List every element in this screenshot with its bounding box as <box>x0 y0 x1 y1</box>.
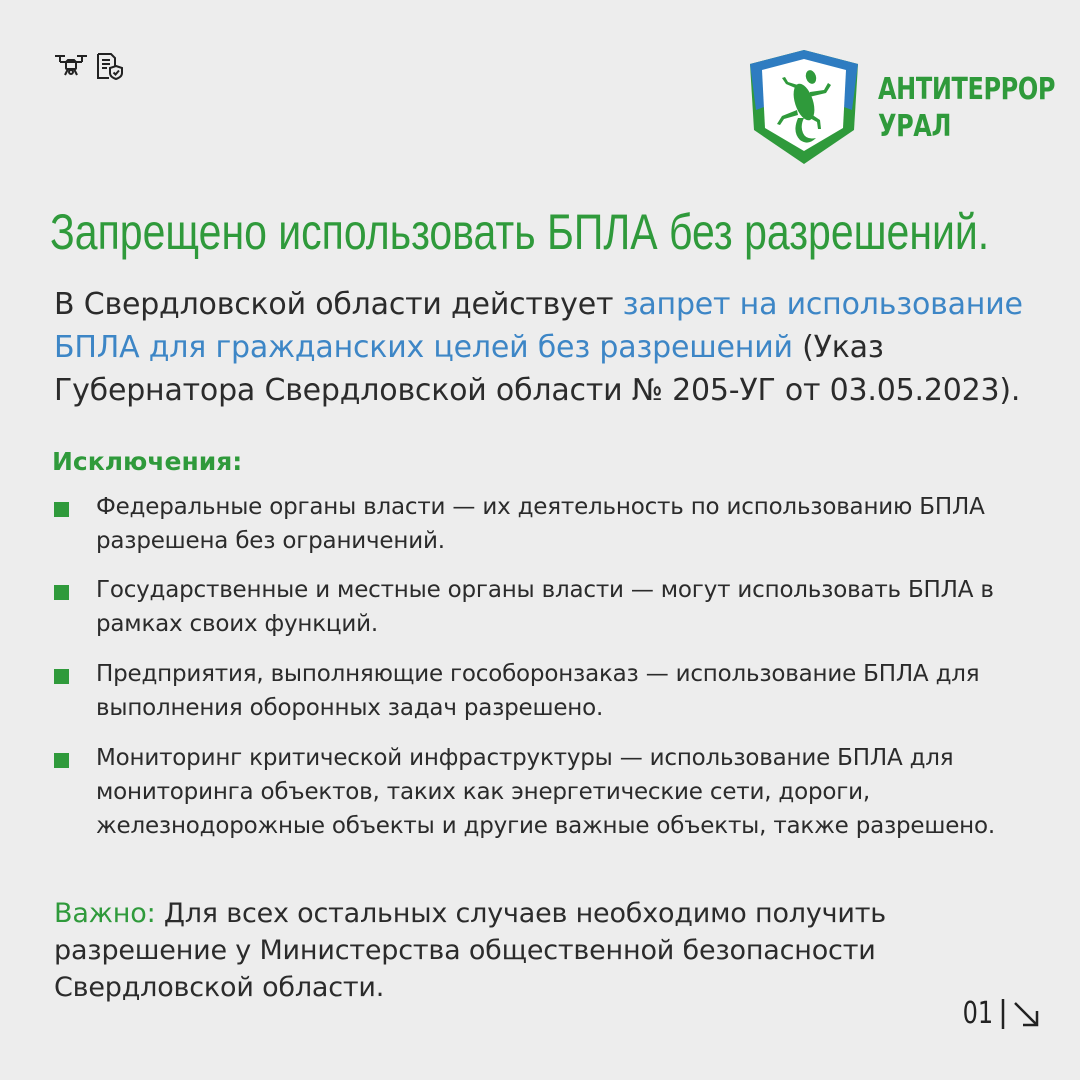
bullet-square-icon <box>54 585 69 600</box>
intro-paragraph <box>54 283 1044 412</box>
bullet-square-icon <box>54 753 69 768</box>
intro-highlight: запрет на использование БПЛА для гражданских целей без разрешений <box>54 287 1023 365</box>
brand-name <box>878 71 1055 145</box>
important-label: Важно: <box>54 898 156 929</box>
important-note <box>54 895 1044 1006</box>
drone-icon <box>53 52 89 80</box>
header-icons <box>53 52 125 80</box>
page-title: Запрещено использовать БПЛА без разрешений. <box>50 204 990 260</box>
important-text: Для всех остальных случаев необходимо получить разрешение у Министерства общественной безопасности Свердловской области. <box>54 898 886 1003</box>
page-indicator <box>955 996 1043 1031</box>
page-number: 01 <box>962 996 994 1031</box>
exceptions-heading: Исключения: <box>52 447 243 476</box>
list-item-text: Федеральные органы власти — их деятельность по использованию БПЛА разрешена без ограничений. <box>96 494 985 554</box>
brand-name-line2: УРАЛ <box>878 109 952 144</box>
bullet-square-icon <box>54 502 69 517</box>
list-item <box>52 741 1042 843</box>
brand-name-line1: АНТИТЕРРОР <box>878 72 1056 107</box>
lizard-shield-icon <box>746 50 862 166</box>
list-item-text: Предприятия, выполняющие гособоронзаказ — использование БПЛА для выполнения оборонных задач разрешено. <box>96 661 980 721</box>
list-item <box>52 657 1042 725</box>
list-item <box>52 573 1042 641</box>
document-shield-icon <box>95 52 125 80</box>
arrow-down-right-icon[interactable] <box>999 997 1043 1031</box>
intro-text-before: В Свердловской области действует <box>54 287 623 322</box>
bullet-square-icon <box>54 669 69 684</box>
intro-text-after: (Указ Губернатора Свердловской области № 205-УГ от 03.05.2023). <box>54 330 1021 408</box>
list-item-text: Мониторинг критической инфраструктуры — использование БПЛА для мониторинга объектов, таких как энергетические сети, дороги, железнодорожные объекты и другие важные объекты, также разрешено. <box>96 745 995 839</box>
exceptions-list <box>52 490 1042 843</box>
list-item <box>52 490 1042 558</box>
list-item-text: Государственные и местные органы власти — могут использовать БПЛА в рамках своих функций. <box>96 577 994 637</box>
brand-logo <box>746 50 1080 166</box>
